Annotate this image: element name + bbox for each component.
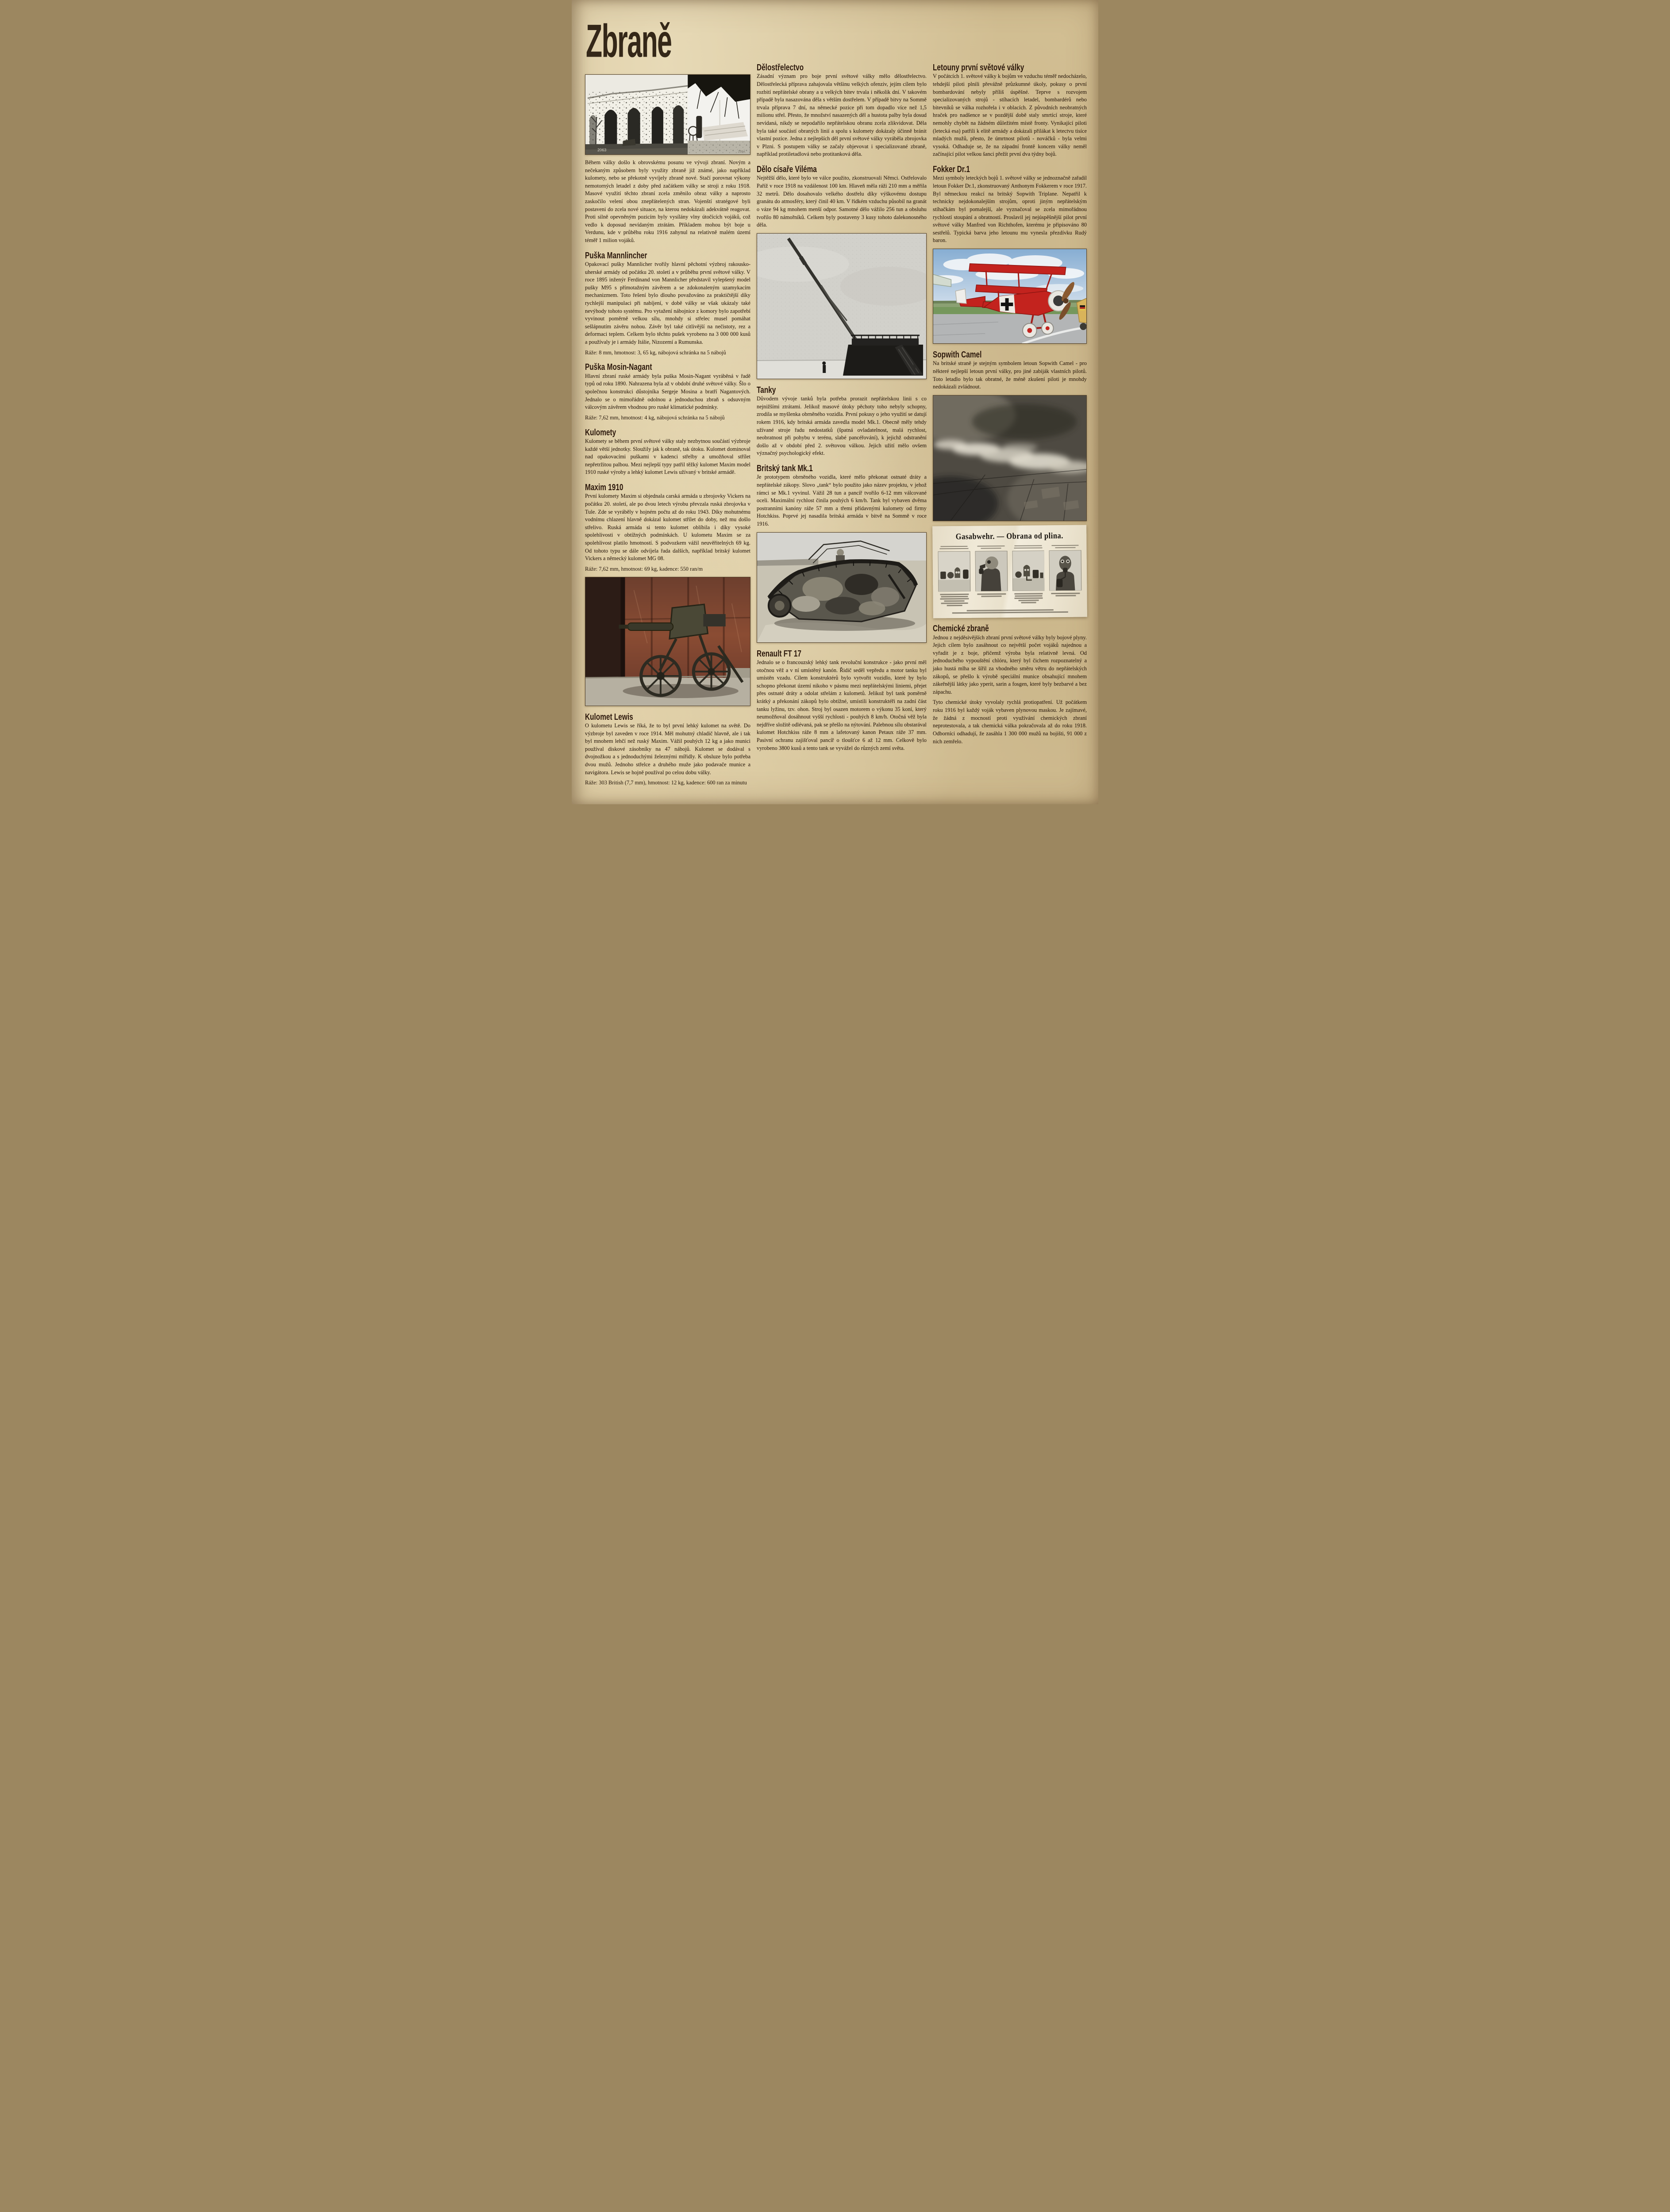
caption-line <box>1014 593 1043 595</box>
renault-body: Jednalo se o francouzský lehký tank revoluční konstrukce - jako první měl otočnou věž a v ní umístěný kanón. Řidič seděl vepředu a motor tanku byl umístěn vzadu. Cílem konstruktérů bylo vytvořit vozidlo, které by bylo schopno překonat území nikoho v pásmu mezi nepřátelskými liniemi, přejet přes ostnaté dráty a odolat střelám z kulometů. Jelikož byl tank poměrně krátký a překonání zákopů bylo obtížné, umístili konstruktéři na zadní část tanku lyžinu, tzv. ohon. Stroj byl osazen motorem o výkonu 35 koní, který neumožňoval dosáhnout vyšší rychlosti - pouhých 8 km/h. Otočná věž byla nejdříve složitě odlévaná, pak se přešlo na nýtování. Palebnou sílu obstarával kulomet Hotchkiss ráže 8 mm a lafetovaný kanon Petaux ráže 37 mm. Pasivní ochranu zajišťoval pancíř o tloušťce 6 až 12 mm. Celkově bylo vyrobeno 3800 kusů a tento tank se vyvážel do různých zemí světa. <box>757 659 927 751</box>
gas-poster-column-4 <box>1048 543 1083 606</box>
caption-line <box>1055 595 1076 596</box>
mannlicher-specs: Ráže: 8 mm, hmotnost: 3, 65 kg, nábojová schránka na 5 nábojů <box>585 349 726 356</box>
wrecked-interior <box>688 74 750 155</box>
caption-line <box>1015 545 1042 546</box>
caption-line <box>1051 545 1078 546</box>
maxim-gun-photo <box>585 577 750 706</box>
section-kaiser-gun <box>757 165 927 229</box>
caption-line <box>940 548 969 549</box>
ruined-building-photo <box>585 74 750 155</box>
gas-mask-poster <box>932 525 1087 618</box>
caption-line <box>981 595 1002 597</box>
section-renault <box>757 649 927 753</box>
shelled-facade <box>585 74 688 155</box>
sopwith-heading: Sopwith Camel <box>933 349 982 360</box>
photo-marking-right: 2394. <box>738 150 746 154</box>
fokker-dr1-photo <box>933 249 1087 344</box>
aerial-battlefield-photo <box>933 395 1087 521</box>
gas-poster-title: Gasabwehr. — Obrana od plina. <box>955 530 1063 541</box>
mk1-body: Je prototypem obrněného vozidla, které mělo překonat ostnaté dráty a nepřátelské zákopy. Slovo „tank“ bylo použito jako název projektu, v jehož rámci se Mk.1 vyvinul. Vážil 28 tun a pancíř tvořilo 6-12 mm válcované oceli. Maximální rychlost činila pouhých 6 km/h. Tank byl vybaven dvěma postranními kanóny ráže 57 mm a třemi přídavnými kulomety od firmy Hotchkiss. Poprvé jej nasadila britská armáda v bitvě na Sommě v roce 1916. <box>757 474 927 527</box>
caption-line <box>940 545 967 547</box>
caption-line <box>952 611 1068 614</box>
section-lewis <box>585 713 750 787</box>
gas-poster-grid <box>937 543 1082 607</box>
british-mk1-tank-photo <box>757 532 927 643</box>
shelled-building-photos <box>585 74 750 155</box>
section-mk1 <box>757 464 927 528</box>
lewis-body: O kulometu Lewis se říká, že to byl první lehký kulomet na světě. Do výzbroje byl zaveden v roce 1914. Měl mohutný chladič hlavně, ale i tak byl mnohem lehčí než ruský Maxim. Vážil pouhých 12 kg a jako munici používal diskové zásobníky na 47 nábojů. Kulomet se dodával s dvojnožkou a s jednoduchými železnými mířidly. K obsluze bylo potřeba dvou mužů. Jednoho střelce a druhého muže jako podavače munice a navigátora. Lewis se hojně používal po celou dobu války. <box>585 722 750 776</box>
caption-line <box>977 593 1006 595</box>
tanks-heading: Tanky <box>757 384 776 395</box>
section-fokker <box>933 165 1087 245</box>
artillery-heading: Dělostřelectvo <box>757 62 804 73</box>
mk1-tank-photo <box>757 532 927 643</box>
gas-poster-footer <box>938 609 1083 614</box>
gas-equipment-photo-1 <box>938 551 971 592</box>
caption-line <box>981 547 1001 549</box>
mosin-body: Hlavní zbraní ruské armády byla puška Mosin-Nagant vyráběná v řadě typů od roku 1890. Nahrazena byla až v období druhé světové války. Šlo o společnou konstrukci důstojníka Sergeje Mosina a bratří Nagantových. Jednalo se o mimořádně odolnou a jednoduchou zbraň s odsuvným válcovým závěrem vhodnou pro ruské klimatické podmínky. <box>585 373 750 411</box>
mannlicher-body: Opakovací pušky Mannlicher tvořily hlavní pěchotní výzbroj rakousko-uherské armády od počátku 20. století a v průběhu první světové války. V roce 1895 inženýr Ferdinand von Mannlicher představil vylepšený model pušky M95 s přímotažným závěrem a se zdokonaleným uzamykacím mechanizmem. Toto řešení bylo dlouho považováno za praktičtější díky rychlejší manipulaci při nabíjení, v době války se však ukázaly také nevýhody tohoto systému. Pro vytažení nábojnice z komory bylo zapotřebí vyvinout poměrně velkou sílu, mnohdy si střelec musel pomáhat sešlápnutím závěru nohou. Závěr byl také citlivější na nečistoty, rez a deformaci teplem. Celkem bylo těchto pušek vyrobeno na 3 000 000 kusů a používaly je i armády Itálie, Nizozemí a Rumunska. <box>585 261 750 346</box>
section-mannlicher <box>585 251 750 357</box>
caption-line <box>947 605 962 606</box>
caption-line <box>1051 593 1080 594</box>
gas-equipment-photo-2 <box>1012 550 1045 591</box>
maxim-body: První kulomety Maxim si objednala carská armáda u zbrojovky Vickers na počátku 20. století, ale po dvou letech výrobu převzala ruská zbrojovka v Tule. Zde se vyráběly v hojném počtu až do roku 1943. Díky mohutnému vodnímu chlazení hlavně dokázal kulomet střílet do doby, než mu došlo střelivo. Ruská armáda si tento kulomet oblíbila i díky vysoké spolehlivosti v obtížných podmínkách. U kulometu Maxim se za spolehlivost platilo hmotností. S podvozkem vážil neuvěřitelných 69 kg. Od tohoto typu se dále odvíjela řada dalších, například britský kulomet Vickers a německý kulomet MG 08. <box>585 493 750 562</box>
tanks-body: Důvodem vývoje tanků byla potřeba prorazit nepřátelskou linii s co nejnižšími ztrátami. Jelikož masové útoky pěchoty toho nebyly schopny, zrodila se myšlenka obrněného vozidla. První pokusy o jeho využití se datují rokem 1916, kdy britská armáda zavedla model Mk.1. Obecně měly tehdy užívané stroje řadu nedostatků (špatná ovladatelnost, malá rychlost, neobratnost při pohybu v terénu, slabé pancéřování), k jejichž odstranění došlo až v období před 2. světovou válkou. Jejich užití mělo ovšem význačný psychologický efekt. <box>757 396 927 457</box>
fokker-heading: Fokker Dr.1 <box>933 164 970 174</box>
gas-mask-profile-photo <box>975 551 1008 591</box>
section-maxim-1910 <box>585 483 750 573</box>
chemical-body-2: Tyto chemické útoky vyvolaly rychlá protiopatření. Už počátkem roku 1916 byl každý voják vybaven plynovou maskou. Je zajímavé, že žádná z mocností proti využívání chemických zbraní neprotestovala, a tak chemická válka pokračovala až do roku 1918. Odborníci odhadují, že zasáhla 1 300 000 mužů na bojišti, 91 000 z nich zemřelo. <box>933 699 1087 745</box>
section-kulomety <box>585 428 750 476</box>
section-sopwith <box>933 350 1087 391</box>
caption-line <box>977 545 1004 546</box>
left-column <box>585 7 750 788</box>
caption-line <box>940 594 969 595</box>
caption-line <box>941 603 968 604</box>
lewis-specs: Ráže: 303 British (7,7 mm), hmotnost: 12 kg, kadence: 600 ran za minutu <box>585 780 747 786</box>
kaiser-gun-body: Nejtěžší dělo, které bylo ve válce použito, zkonstruovali Němci. Ostřelovalo Paříž v roce 1918 na vzdálenost 100 km. Hlaveň měla ráži 210 mm a měřila 32 metrů. Dělo dosahovalo velkého dostřelu díky výškovému dostupu granátu do atmosféry, který činil 40 km. V řídkém vzduchu působil na granát o váze 94 kg mnohem menší odpor. Samotné dělo vážilo 256 tun a obsluhu tvořilo 80 námořníků. Celkem byly postaveny 3 kusy tohoto dalekonosného děla. <box>757 175 927 228</box>
section-artillery <box>757 63 927 158</box>
lewis-heading: Kulomet Lewis <box>585 711 633 722</box>
gas-poster-column-3 <box>1011 544 1046 607</box>
maxim-specs: Ráže: 7,62 mm, hmotnost: 69 kg, kadence: 550 ran/m <box>585 565 703 572</box>
page-title: Zbraně <box>586 15 672 67</box>
caption-line <box>940 598 969 599</box>
right-column <box>933 7 1087 788</box>
caption-line <box>944 600 965 602</box>
caption-line <box>1018 600 1039 601</box>
kulomety-body: Kulomety se během první světové války staly nezbytnou součástí výzbroje každé větší jednotky. Sloužily jak k obraně, tak útoku. Kulomet dominoval nad opakovacími puškami v kadenci střelby a umožňoval střílet nepřetržitou palbou. Mezi nejlepší typy patřil těžký kulomet Maxim model 1910 ruské výroby a lehký kulomet Lewis užívaný v britské armádě. <box>585 438 750 476</box>
section-planes <box>933 63 1087 158</box>
mk1-heading: Britský tank Mk.1 <box>757 463 813 473</box>
kulomety-heading: Kulomety <box>585 426 616 438</box>
maxim-heading: Maxim 1910 <box>585 482 623 492</box>
mosin-heading: Puška Mosin-Nagant <box>585 361 652 372</box>
paris-gun-photo <box>757 233 927 379</box>
maxim-machine-gun-photo <box>585 577 750 706</box>
caption-line <box>1015 595 1042 597</box>
weapons-poster-page <box>572 0 1098 804</box>
gas-poster-column-1 <box>937 545 971 607</box>
caption-line <box>966 609 1054 611</box>
artillery-body: Zásadní význam pro boje první světové války mělo dělostřelectvo. Dělostřelecká příprava zahajovala většinu velkých ofenziv, jejím cílem bylo rozbití nepřátelské obrany a u velkých bitev trvala i několik dní. V takovém případě byla nasazována děla s větším dostřelem. V případě bitvy na Sommě trvala příprava 7 dní, na německé pozice při tom dopadlo více než 1,5 milionu střel. Přesto, že množství nasazených děl a hustota palby byla dosud nevídaná, nikdy se nepodařilo nepřátelskou obranu zcela zlikvidovat. Děla byla také součástí obraných linií a spolu s kulomety dokázaly účinně bránit vlastní pozice. Jedna z nejlepších děl první světové války vyráběla zbrojovka v Plzni. S postupem války se začaly objevovat i specializované zbraně, například protiletadlová nebo protitanková děla. <box>757 73 927 157</box>
gas-poster-column-2 <box>974 544 1008 607</box>
section-chemical <box>933 624 1087 745</box>
middle-column <box>757 7 927 788</box>
fokker-dr1-red-triplane-photo <box>933 249 1087 344</box>
renault-heading: Renault FT 17 <box>757 648 801 659</box>
gas-mask-front-photo <box>1049 550 1082 591</box>
photo-marking-left: 2063 <box>597 147 607 152</box>
intro-paragraph: Během války došlo k obrovskému posunu ve vývoji zbraní. Novým a nečekaným způsobem byly využity zbraně již známé, jako například kulomety, nebo se překotně vyvíjely zbraně nové. Stačí porovnat výkony nemotorných letadel z doby před začátkem války se stroji z roku 1918. Masové využití těchto zbraní zcela změnilo obraz války a naprosto zaskočilo velení obou znepřátelených stran. Vojenští stratégové byli postaveni do zcela nové situace, na kterou nedokázali adekvátně reagovat. Proti silně opevněným pozicím byly vysílány vlny útočících vojáků, což vedlo k doposud nevídaným ztrátám. Příkladem mohou být boje u Verdunu, kde v průběhu roku 1916 zahynul na relativně malém území téměř 1 milion vojáků. <box>585 159 750 243</box>
section-tanks <box>757 386 927 457</box>
sopwith-body: Na britské straně je stejným symbolem letoun Sopwith Camel - pro některé nejlepší letoun první války, pro jiné zabiják vlastních pilotů. Toto letadlo bylo tak obratné, že méně zkušení piloti je mnohdy nedokázali zvládnout. <box>933 360 1087 390</box>
caption-line <box>1021 602 1036 603</box>
chemical-heading: Chemické zbraně <box>933 623 989 634</box>
planes-body: V počátcích 1. světové války k bojům ve vzduchu téměř nedocházelo, tehdejší piloti plnili převážně průzkumné úkoly, pokusy o první bombardování nebyly příliš úspěšné. Teprve s rozvojem specializovaných strojů - stíhacích letadel, bombardérů nebo bitevníků se válka rozhořela i v oblacích. Z původních neobratných hraček pro nadšence se v pozdější době staly smrtící stroje, které nemohly chybět na žádném důležitém místě fronty. Vynikající piloti (letecká esa) patřili k elitě armády a dokázali přilákat k letectvu tisíce mladých mužů, přesto, že úmrtnost pilotů - nováčků - byla velmi vysoká. Odhaduje se, že na západní frontě koncem války neměl začínající pilot velkou šanci přežít první dva týdny bojů. <box>933 73 1087 157</box>
chemical-body-1: Jednou z nejděsivějších zbraní první světové války byly bojové plyny. Jejich cílem bylo zasáhnout co největší počet vojáků najednou a vyřadit je z boje, přičemž výroba byla relativně levná. Od jednoduchého vypouštění chlóru, který byl čichem rozpoznatelný a jako hustá mlha se šířil za vhodného směru větru do nepřátelských zákopů, se přešlo k výrobě speciální munice obsahující mnohem zákeřnější látky jako yperit, sarin a fosgen, které byly bezbarvé a bez zápachu. <box>933 634 1087 695</box>
kaiser-gun-heading: Dělo císaře Viléma <box>757 164 817 174</box>
kaiser-wilhelm-gun-photo <box>757 233 927 379</box>
mannlicher-heading: Puška Mannlincher <box>585 250 647 261</box>
planes-heading: Letouny první světové války <box>933 62 1024 73</box>
mosin-specs: Ráže: 7,62 mm, hmotnost: 4 kg, nábojová schránka na 5 nábojů <box>585 414 725 421</box>
caption-line <box>1014 547 1043 549</box>
caption-line <box>941 596 968 597</box>
aerial-photo <box>933 395 1087 521</box>
section-mosin-nagant <box>585 363 750 421</box>
caption-line <box>1014 598 1043 599</box>
fokker-body: Mezi symboly leteckých bojů 1. světové války se jednoznačně zařadil letoun Fokker Dr.1, zkonstruovaný Anthonym Fokkerem v roce 1917. Byl německou reakcí na britský Sopwith Triplane. Nepatřil k technicky nejdokonalejším strojům, oproti jiným nepřátelským stíhačkám byl pomalejší, ale vyznačoval se zcela mimořádnou rychlostí stoupání a obratností. Proslavil jej nejúspěšnější pilot první světové války Manfred von Richthofen, kterému je připisováno 80 sestřelů. Typická barva jeho letounu mu vynesla přezdívku Rudý baron. <box>933 175 1087 244</box>
caption-line <box>1055 547 1075 548</box>
